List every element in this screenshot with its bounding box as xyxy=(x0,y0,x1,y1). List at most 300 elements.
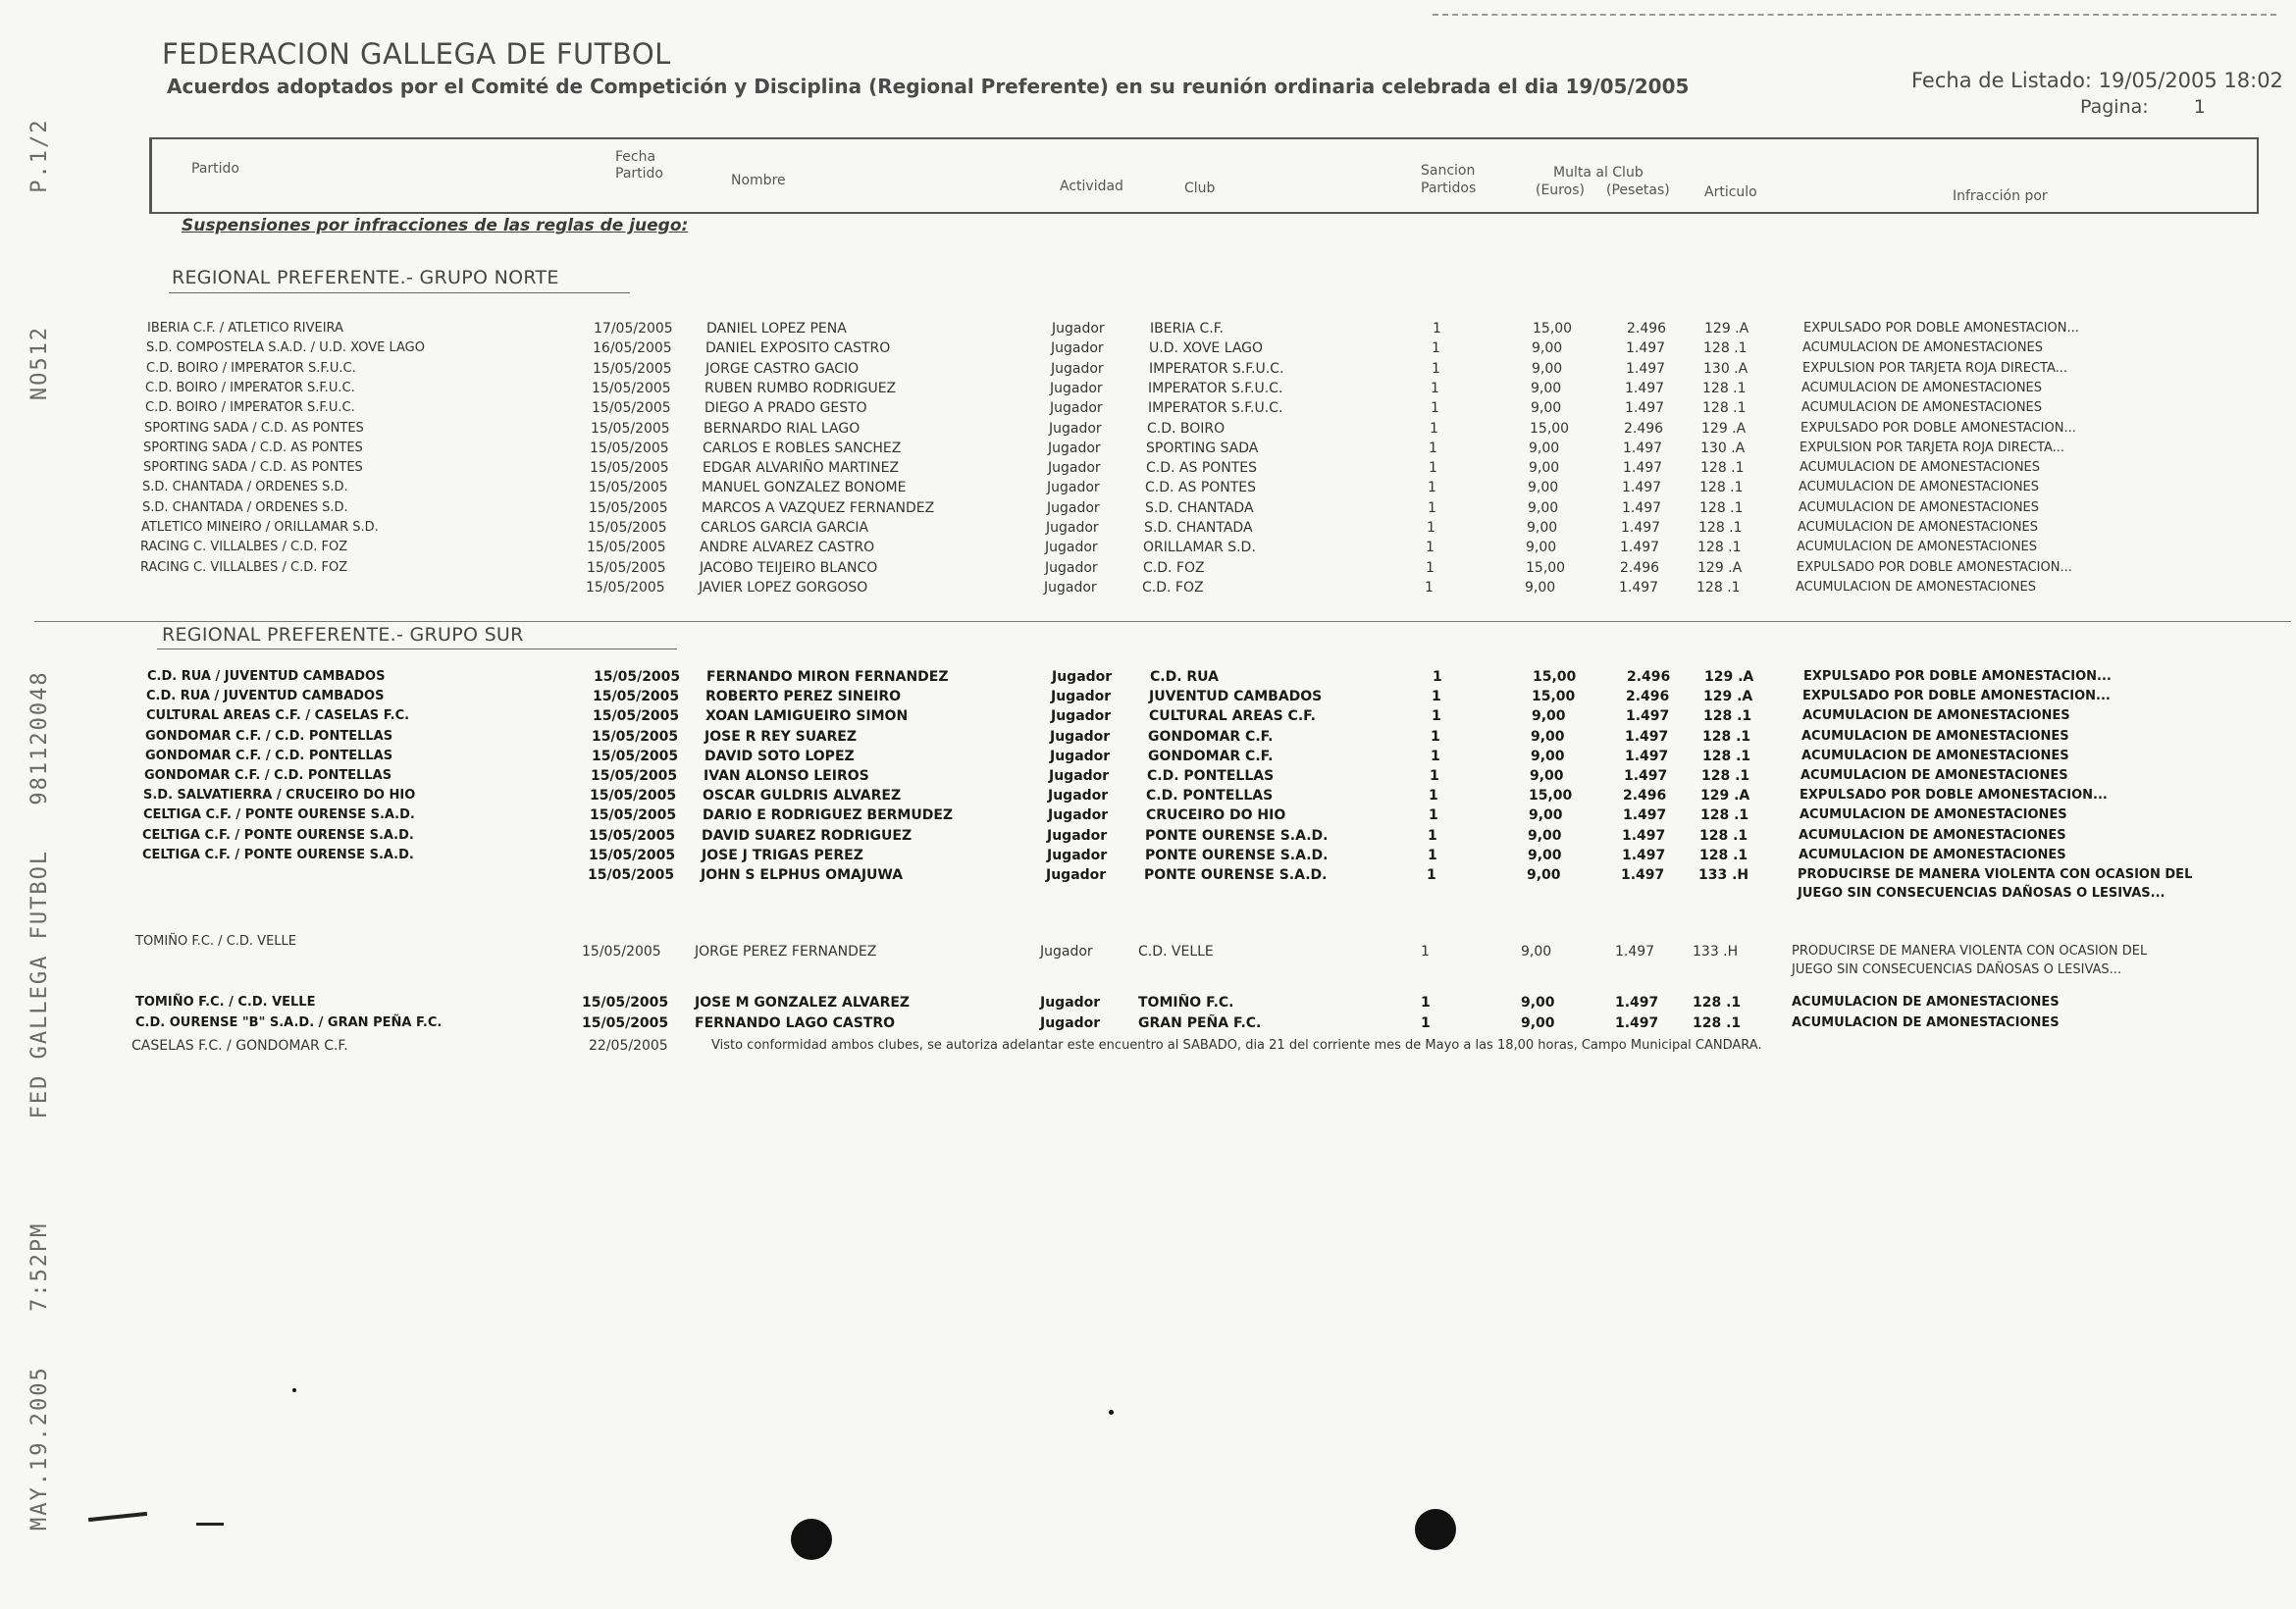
cell-infraccion: ACUMULACION DE AMONESTACIONES xyxy=(1792,1015,2060,1030)
cell-actividad: Jugador xyxy=(1040,1015,1101,1031)
cell-fecha: 15/05/2005 xyxy=(582,944,661,960)
cell-partido: SPORTING SADA / C.D. AS PONTES xyxy=(143,460,363,476)
cell-nombre: JOHN S ELPHUS OMAJUWA xyxy=(701,867,904,883)
cell-sancion: 1 xyxy=(1432,689,1441,705)
cell-club: C.D. FOZ xyxy=(1143,559,1205,576)
cell-articulo: 129 .A xyxy=(1700,788,1750,804)
cell-partido: GONDOMAR C.F. / C.D. PONTELLAS xyxy=(145,728,393,744)
cell-partido: S.D. CHANTADA / ORDENES S.D. xyxy=(142,499,348,515)
cell-sancion: 1 xyxy=(1421,944,1430,960)
cell-articulo: 128 .1 xyxy=(1700,460,1745,477)
cell-nombre: CARLOS GARCIA GARCIA xyxy=(701,520,869,536)
table-row xyxy=(0,729,2296,749)
cell-actividad: Jugador xyxy=(1048,440,1101,456)
cell-nombre: FERNANDO MIRON FERNANDEZ xyxy=(706,669,949,685)
table-row xyxy=(0,580,2296,599)
cell-pesetas: 1.497 xyxy=(1615,995,1659,1011)
cell-actividad: Jugador xyxy=(1050,748,1111,764)
cell-actividad: Jugador xyxy=(1050,380,1103,396)
fax-sender: FED GALLEGA FUTBOL xyxy=(27,849,52,1119)
cell-nombre: DANIEL EXPOSITO CASTRO xyxy=(705,340,891,357)
note-partido: CASELAS F.C. / GONDOMAR C.F. xyxy=(131,1038,348,1054)
cell-fecha: 15/05/2005 xyxy=(590,788,677,804)
cell-fecha: 15/05/2005 xyxy=(589,499,668,516)
cell-pesetas: 1.497 xyxy=(1626,360,1666,377)
cell-partido: C.D. RUA / JUVENTUD CAMBADOS xyxy=(146,689,385,704)
cell-actividad: Jugador xyxy=(1049,768,1110,784)
cell-fecha: 15/05/2005 xyxy=(591,768,678,784)
cell-partido: SPORTING SADA / C.D. AS PONTES xyxy=(143,440,363,455)
cell-euros: 9,00 xyxy=(1532,340,1563,357)
cell-sancion: 1 xyxy=(1427,867,1436,883)
top-dashed-line xyxy=(1433,14,2276,16)
cell-pesetas: 1.497 xyxy=(1615,1015,1659,1031)
cell-partido: GONDOMAR C.F. / C.D. PONTELLAS xyxy=(144,768,392,783)
cell-euros: 9,00 xyxy=(1521,1015,1555,1031)
cell-pesetas: 1.497 xyxy=(1615,944,1655,960)
cell-nombre: ANDRE ALVAREZ CASTRO xyxy=(700,540,875,556)
cell-fecha: 17/05/2005 xyxy=(594,321,673,337)
fax-date: MAY.19.2005 xyxy=(27,1366,52,1531)
group-title-sur: REGIONAL PREFERENTE.- GRUPO SUR xyxy=(162,624,524,646)
cell-pesetas: 1.497 xyxy=(1624,768,1668,784)
cell-actividad: Jugador xyxy=(1047,827,1108,844)
cell-nombre: FERNANDO LAGO CASTRO xyxy=(695,1015,896,1031)
cell-sancion: 1 xyxy=(1429,460,1437,477)
cell-infraccion: ACUMULACION DE AMONESTACIONES xyxy=(1802,340,2044,356)
cell-pesetas: 1.497 xyxy=(1623,460,1663,477)
cell-club: C.D. FOZ xyxy=(1142,579,1204,596)
table-row xyxy=(0,788,2296,807)
table-row xyxy=(0,560,2296,580)
cell-nombre: EDGAR ALVARIÑO MARTINEZ xyxy=(703,460,900,477)
cell-club: C.D. PONTELLAS xyxy=(1146,788,1274,804)
cell-pesetas: 1.497 xyxy=(1621,520,1661,536)
cell-articulo: 128 .1 xyxy=(1697,540,1742,556)
page-indicator xyxy=(2080,96,2206,118)
cell-nombre: JOSE J TRIGAS PEREZ xyxy=(702,847,863,863)
cell-pesetas: 1.497 xyxy=(1626,340,1666,357)
fax-job-number: NO512 xyxy=(27,325,52,401)
cell-club: C.D. PONTELLAS xyxy=(1147,768,1275,784)
cell-euros: 15,00 xyxy=(1526,559,1566,576)
table-row xyxy=(0,340,2296,360)
cell-actividad: Jugador xyxy=(1047,499,1100,516)
cell-actividad: Jugador xyxy=(1052,321,1105,337)
cell-club: GONDOMAR C.F. xyxy=(1148,748,1274,764)
cell-articulo: 128 .1 xyxy=(1703,708,1752,725)
cell-euros: 15,00 xyxy=(1533,669,1577,685)
col-partido: Partido xyxy=(191,161,239,177)
cell-partido: CELTIGA C.F. / PONTE OURENSE S.A.D. xyxy=(142,827,414,843)
cell-infraccion: EXPULSADO POR DOBLE AMONESTACION... xyxy=(1800,420,2076,436)
cell-nombre: DANIEL LOPEZ PENA xyxy=(706,321,847,337)
cell-euros: 9,00 xyxy=(1529,440,1560,456)
cell-articulo: 129 .A xyxy=(1704,321,1749,337)
cell-euros: 9,00 xyxy=(1529,460,1560,477)
cell-infraccion: ACUMULACION DE AMONESTACIONES xyxy=(1792,995,2060,1010)
cell-infraccion: ACUMULACION DE AMONESTACIONES xyxy=(1799,480,2040,495)
col-sancion-line2: Partidos xyxy=(1421,181,1477,196)
cell-infraccion-cont: JUEGO SIN CONSECUENCIAS DAÑOSAS O LESIVAS... xyxy=(1798,886,2166,901)
cell-sancion: 1 xyxy=(1432,360,1440,377)
cell-partido: C.D. BOIRO / IMPERATOR S.F.U.C. xyxy=(145,400,355,416)
page-label: Pagina: xyxy=(2080,96,2149,118)
cell-nombre: IVAN ALONSO LEIROS xyxy=(704,768,869,784)
cell-fecha: 15/05/2005 xyxy=(582,995,669,1011)
cell-pesetas: 1.497 xyxy=(1622,499,1662,516)
cell-fecha: 15/05/2005 xyxy=(587,559,666,576)
note-fecha: 22/05/2005 xyxy=(589,1038,668,1054)
scan-speck xyxy=(1109,1410,1114,1415)
cell-nombre: DAVID SOTO LOPEZ xyxy=(704,748,855,764)
cell-articulo: 133 .H xyxy=(1693,944,1739,960)
cell-euros: 9,00 xyxy=(1527,520,1558,536)
cell-partido: CULTURAL AREAS C.F. / CASELAS F.C. xyxy=(146,708,410,724)
table-row xyxy=(0,934,2296,977)
cell-infraccion: ACUMULACION DE AMONESTACIONES xyxy=(1799,827,2066,843)
note-text: Visto conformidad ambos clubes, se autoriza adelantar este encuentro al SABADO, dia 21 del corriente mes de Mayo a las 18,00 horas, Campo Municipal CANDARA. xyxy=(711,1038,1762,1053)
group-underline-norte xyxy=(169,292,630,293)
table-row xyxy=(0,421,2296,441)
col-fecha-line2: Partido xyxy=(615,166,663,182)
cell-actividad: Jugador xyxy=(1048,807,1109,824)
cell-nombre: JOSE M GONZALEZ ALVAREZ xyxy=(695,995,911,1011)
cell-club: IMPERATOR S.F.U.C. xyxy=(1149,360,1284,377)
cell-sancion: 1 xyxy=(1432,708,1441,725)
cell-euros: 9,00 xyxy=(1529,807,1563,824)
cell-sancion: 1 xyxy=(1421,1015,1431,1031)
table-row xyxy=(0,540,2296,559)
fax-number: 981120048 xyxy=(27,670,52,805)
cell-pesetas: 1.497 xyxy=(1621,867,1665,883)
cell-partido: SPORTING SADA / C.D. AS PONTES xyxy=(144,420,364,436)
cell-articulo: 133 .H xyxy=(1698,867,1749,883)
table-row xyxy=(0,689,2296,708)
cell-club: C.D. AS PONTES xyxy=(1145,480,1257,496)
col-infraccion: Infracción por xyxy=(1953,188,2048,204)
cell-fecha: 15/05/2005 xyxy=(589,847,676,863)
cell-fecha: 15/05/2005 xyxy=(593,708,680,725)
cell-pesetas: 1.497 xyxy=(1623,440,1663,456)
cell-sancion: 1 xyxy=(1425,579,1434,596)
cell-nombre: ROBERTO PEREZ SINEIRO xyxy=(705,689,902,705)
cell-infraccion: EXPULSION POR TARJETA ROJA DIRECTA... xyxy=(1800,440,2065,455)
cell-fecha: 15/05/2005 xyxy=(586,579,665,596)
cell-infraccion: EXPULSADO POR DOBLE AMONESTACION... xyxy=(1803,669,2112,684)
cell-sancion: 1 xyxy=(1431,728,1440,745)
cell-nombre: JACOBO TEIJEIRO BLANCO xyxy=(700,559,878,576)
cell-pesetas: 2.496 xyxy=(1623,788,1667,804)
cell-actividad: Jugador xyxy=(1040,995,1101,1011)
cell-articulo: 128 .1 xyxy=(1699,499,1744,516)
cell-actividad: Jugador xyxy=(1045,559,1098,576)
cell-actividad: Jugador xyxy=(1045,540,1098,556)
cell-euros: 9,00 xyxy=(1530,768,1564,784)
cell-articulo: 129 .A xyxy=(1703,689,1753,705)
cell-nombre: DARIO E RODRIGUEZ BERMUDEZ xyxy=(703,807,954,824)
cell-fecha: 15/05/2005 xyxy=(588,867,675,883)
cell-fecha: 15/05/2005 xyxy=(587,540,666,556)
cell-partido: C.D. OURENSE "B" S.A.D. / GRAN PEÑA F.C. xyxy=(135,1015,443,1030)
cell-infraccion: ACUMULACION DE AMONESTACIONES xyxy=(1797,540,2038,555)
cell-euros: 9,00 xyxy=(1528,827,1562,844)
cell-club: IMPERATOR S.F.U.C. xyxy=(1148,400,1283,417)
cell-pesetas: 2.496 xyxy=(1620,559,1660,576)
cell-sancion: 1 xyxy=(1428,847,1437,863)
cell-actividad: Jugador xyxy=(1051,708,1112,725)
cell-actividad: Jugador xyxy=(1050,728,1111,745)
col-actividad: Actividad xyxy=(1060,179,1123,194)
cell-articulo: 128 .1 xyxy=(1702,728,1751,745)
cell-partido: IBERIA C.F. / ATLETICO RIVEIRA xyxy=(147,321,343,336)
table-row xyxy=(0,749,2296,768)
cell-articulo: 128 .1 xyxy=(1702,748,1751,764)
cell-infraccion: ACUMULACION DE AMONESTACIONES xyxy=(1800,768,2068,783)
cell-pesetas: 2.496 xyxy=(1626,689,1670,705)
cell-club: JUVENTUD CAMBADOS xyxy=(1149,689,1323,705)
col-club: Club xyxy=(1184,181,1216,196)
table-row xyxy=(0,441,2296,460)
listing-date: Fecha de Listado: 19/05/2005 18:02 xyxy=(1911,69,2283,92)
cell-articulo: 128 .1 xyxy=(1701,768,1750,784)
cell-infraccion: ACUMULACION DE AMONESTACIONES xyxy=(1796,579,2037,595)
cell-articulo: 130 .A xyxy=(1703,360,1748,377)
cell-sancion: 1 xyxy=(1431,400,1439,417)
cell-articulo: 128 .1 xyxy=(1699,847,1748,863)
cell-nombre: OSCAR GULDRIS ALVAREZ xyxy=(703,788,902,804)
cell-actividad: Jugador xyxy=(1046,520,1099,536)
fax-page: P.1/2 xyxy=(27,118,52,193)
cell-club: C.D. AS PONTES xyxy=(1146,460,1258,477)
cell-nombre: JORGE PEREZ FERNANDEZ xyxy=(695,944,877,960)
cell-fecha: 15/05/2005 xyxy=(590,460,669,477)
cell-sancion: 1 xyxy=(1430,420,1438,437)
cell-sancion: 1 xyxy=(1429,807,1438,824)
cell-sancion: 1 xyxy=(1421,995,1431,1011)
cell-articulo: 128 .1 xyxy=(1702,380,1747,396)
cell-actividad: Jugador xyxy=(1050,400,1103,417)
cell-club: PONTE OURENSE S.A.D. xyxy=(1144,867,1328,883)
cell-euros: 9,00 xyxy=(1531,748,1565,764)
cell-euros: 9,00 xyxy=(1532,360,1563,377)
cell-infraccion: EXPULSADO POR DOBLE AMONESTACION... xyxy=(1803,321,2079,336)
cell-euros: 9,00 xyxy=(1528,480,1559,496)
cell-infraccion: ACUMULACION DE AMONESTACIONES xyxy=(1800,807,2067,823)
cell-actividad: Jugador xyxy=(1047,847,1108,863)
cell-partido: S.D. CHANTADA / ORDENES S.D. xyxy=(142,480,348,495)
table-row xyxy=(0,381,2296,400)
col-multa: Multa al Club xyxy=(1553,165,1644,181)
cell-infraccion: ACUMULACION DE AMONESTACIONES xyxy=(1799,847,2066,862)
cell-pesetas: 1.497 xyxy=(1625,400,1665,417)
table-row xyxy=(0,500,2296,520)
table-row xyxy=(0,321,2296,340)
table-row xyxy=(0,867,2296,901)
cell-articulo: 128 .1 xyxy=(1699,827,1748,844)
cell-infraccion: PRODUCIRSE DE MANERA VIOLENTA CON OCASION DEL xyxy=(1792,944,2148,959)
cell-partido: TOMIÑO F.C. / C.D. VELLE xyxy=(135,934,296,949)
cell-infraccion: EXPULSADO POR DOBLE AMONESTACION... xyxy=(1800,788,2108,804)
table-row xyxy=(0,460,2296,480)
cell-pesetas: 2.496 xyxy=(1627,669,1671,685)
cell-euros: 15,00 xyxy=(1533,321,1573,337)
table-row xyxy=(0,828,2296,848)
col-euros: (Euros) xyxy=(1536,182,1585,198)
cell-club: SPORTING SADA xyxy=(1146,440,1259,456)
cell-club: PONTE OURENSE S.A.D. xyxy=(1145,827,1329,844)
cell-euros: 9,00 xyxy=(1521,995,1555,1011)
table-header xyxy=(149,137,2259,214)
cell-infraccion: ACUMULACION DE AMONESTACIONES xyxy=(1801,728,2069,744)
cell-euros: 9,00 xyxy=(1528,499,1559,516)
cell-fecha: 15/05/2005 xyxy=(593,360,672,377)
cell-euros: 9,00 xyxy=(1525,579,1556,596)
group-title-norte: REGIONAL PREFERENTE.- GRUPO NORTE xyxy=(172,267,559,288)
cell-sancion: 1 xyxy=(1432,340,1440,357)
cell-club: GRAN PEÑA F.C. xyxy=(1138,1015,1262,1031)
cell-actividad: Jugador xyxy=(1047,480,1100,496)
cell-euros: 9,00 xyxy=(1528,847,1562,863)
cell-nombre: BERNARDO RIAL LAGO xyxy=(704,420,861,437)
cell-partido: C.D. BOIRO / IMPERATOR S.F.U.C. xyxy=(145,380,355,395)
col-pesetas: (Pesetas) xyxy=(1606,182,1670,198)
cell-fecha: 15/05/2005 xyxy=(589,480,668,496)
cell-actividad: Jugador xyxy=(1046,867,1107,883)
cell-fecha: 15/05/2005 xyxy=(592,748,679,764)
cell-infraccion: ACUMULACION DE AMONESTACIONES xyxy=(1801,380,2043,395)
cell-sancion: 1 xyxy=(1426,559,1435,576)
cell-infraccion: PRODUCIRSE DE MANERA VIOLENTA CON OCASION DEL xyxy=(1798,867,2193,882)
table-row xyxy=(0,848,2296,867)
cell-sancion: 1 xyxy=(1429,788,1438,804)
cell-infraccion: EXPULSADO POR DOBLE AMONESTACION... xyxy=(1797,559,2072,575)
cell-articulo: 130 .A xyxy=(1700,440,1746,456)
cell-articulo: 128 .1 xyxy=(1700,807,1749,824)
page-number: 1 xyxy=(2193,96,2206,118)
cell-club: S.D. CHANTADA xyxy=(1144,520,1253,536)
cell-euros: 9,00 xyxy=(1531,728,1565,745)
cell-partido: C.D. RUA / JUVENTUD CAMBADOS xyxy=(147,669,386,684)
cell-articulo: 128 .1 xyxy=(1699,480,1744,496)
table-row xyxy=(0,1015,2296,1035)
cell-sancion: 1 xyxy=(1433,669,1442,685)
cell-club: ORILLAMAR S.D. xyxy=(1143,540,1256,556)
cell-partido: S.D. COMPOSTELA S.A.D. / U.D. XOVE LAGO xyxy=(146,340,425,356)
cell-sancion: 1 xyxy=(1429,440,1437,456)
cell-pesetas: 1.497 xyxy=(1626,708,1670,725)
punch-hole-left xyxy=(791,1519,832,1560)
table-row xyxy=(0,995,2296,1014)
cell-euros: 9,00 xyxy=(1531,380,1562,396)
cell-fecha: 15/05/2005 xyxy=(591,420,670,437)
cell-actividad: Jugador xyxy=(1051,360,1104,377)
table-row xyxy=(0,807,2296,827)
cell-euros: 9,00 xyxy=(1526,540,1557,556)
cell-infraccion: ACUMULACION DE AMONESTACIONES xyxy=(1798,520,2039,535)
table-row xyxy=(0,400,2296,420)
cell-actividad: Jugador xyxy=(1052,669,1113,685)
cell-club: C.D. BOIRO xyxy=(1147,420,1226,437)
cell-partido: CELTIGA C.F. / PONTE OURENSE S.A.D. xyxy=(142,847,414,862)
col-articulo: Articulo xyxy=(1704,184,1757,200)
cell-partido: RACING C. VILLALBES / C.D. FOZ xyxy=(140,559,348,575)
section-title: Suspensiones por infracciones de las reglas de juego: xyxy=(182,216,689,235)
cell-pesetas: 1.497 xyxy=(1625,728,1669,745)
cell-partido: ATLETICO MINEIRO / ORILLAMAR S.D. xyxy=(141,520,379,535)
col-fecha-line1: Fecha xyxy=(615,149,656,165)
cell-euros: 9,00 xyxy=(1532,708,1566,725)
scan-mark xyxy=(88,1512,147,1522)
cell-pesetas: 2.496 xyxy=(1627,321,1667,337)
cell-partido: C.D. BOIRO / IMPERATOR S.F.U.C. xyxy=(146,360,356,376)
cell-club: U.D. XOVE LAGO xyxy=(1149,340,1264,357)
cell-sancion: 1 xyxy=(1428,499,1436,516)
cell-pesetas: 1.497 xyxy=(1620,540,1660,556)
cell-sancion: 1 xyxy=(1428,827,1437,844)
cell-sancion: 1 xyxy=(1433,321,1441,337)
cell-partido: S.D. SALVATIERRA / CRUCEIRO DO HIO xyxy=(143,788,416,804)
cell-sancion: 1 xyxy=(1426,540,1435,556)
document-title: FEDERACION GALLEGA DE FUTBOL xyxy=(162,37,671,71)
cell-partido: TOMIÑO F.C. / C.D. VELLE xyxy=(135,995,316,1010)
cell-actividad: Jugador xyxy=(1044,579,1097,596)
cell-fecha: 15/05/2005 xyxy=(590,807,677,824)
cell-actividad: Jugador xyxy=(1040,944,1093,960)
cell-club: IBERIA C.F. xyxy=(1150,321,1224,337)
cell-nombre: RUBEN RUMBO RODRIGUEZ xyxy=(704,380,897,396)
cell-nombre: CARLOS E ROBLES SANCHEZ xyxy=(703,440,902,456)
cell-articulo: 128 .1 xyxy=(1703,340,1748,357)
cell-euros: 15,00 xyxy=(1532,689,1576,705)
cell-partido: CELTIGA C.F. / PONTE OURENSE S.A.D. xyxy=(143,807,415,823)
cell-infraccion: ACUMULACION DE AMONESTACIONES xyxy=(1801,400,2043,416)
cell-club: CULTURAL AREAS C.F. xyxy=(1149,708,1316,725)
fax-time: 7:52PM xyxy=(27,1221,52,1313)
punch-hole-right xyxy=(1415,1509,1456,1550)
document-subtitle: Acuerdos adoptados por el Comité de Competición y Disciplina (Regional Preferente) en su reunión ordinaria celebrada el dia 19/05/2005 xyxy=(167,75,1690,98)
cell-infraccion: ACUMULACION DE AMONESTACIONES xyxy=(1802,708,2070,724)
cell-actividad: Jugador xyxy=(1049,420,1102,437)
cell-infraccion: EXPULSION POR TARJETA ROJA DIRECTA... xyxy=(1802,360,2068,376)
cell-articulo: 128 .1 xyxy=(1696,579,1741,596)
cell-nombre: MANUEL GONZALEZ BONOME xyxy=(702,480,907,496)
cell-club: PONTE OURENSE S.A.D. xyxy=(1145,847,1329,863)
cell-club: S.D. CHANTADA xyxy=(1145,499,1254,516)
cell-pesetas: 1.497 xyxy=(1622,847,1666,863)
cell-nombre: JOSE R REY SUAREZ xyxy=(704,728,857,745)
cell-fecha: 15/05/2005 xyxy=(590,440,669,456)
cell-partido: GONDOMAR C.F. / C.D. PONTELLAS xyxy=(145,748,393,763)
cell-fecha: 15/05/2005 xyxy=(588,520,667,536)
cell-euros: 9,00 xyxy=(1527,867,1561,883)
note-row xyxy=(0,1038,2296,1058)
scan-mark xyxy=(196,1523,224,1526)
table-row xyxy=(0,361,2296,381)
cell-fecha: 16/05/2005 xyxy=(593,340,672,357)
cell-infraccion-cont: JUEGO SIN CONSECUENCIAS DAÑOSAS O LESIVAS... xyxy=(1792,962,2122,977)
cell-fecha: 15/05/2005 xyxy=(592,400,671,417)
cell-nombre: DAVID SUAREZ RODRIGUEZ xyxy=(702,827,913,844)
cell-sancion: 1 xyxy=(1427,520,1435,536)
cell-club: C.D. VELLE xyxy=(1138,944,1214,960)
cell-actividad: Jugador xyxy=(1051,689,1112,705)
cell-articulo: 128 .1 xyxy=(1693,995,1742,1011)
cell-sancion: 1 xyxy=(1431,748,1440,764)
cell-articulo: 129 .A xyxy=(1701,420,1747,437)
cell-club: C.D. RUA xyxy=(1150,669,1219,685)
cell-infraccion: ACUMULACION DE AMONESTACIONES xyxy=(1801,748,2069,763)
